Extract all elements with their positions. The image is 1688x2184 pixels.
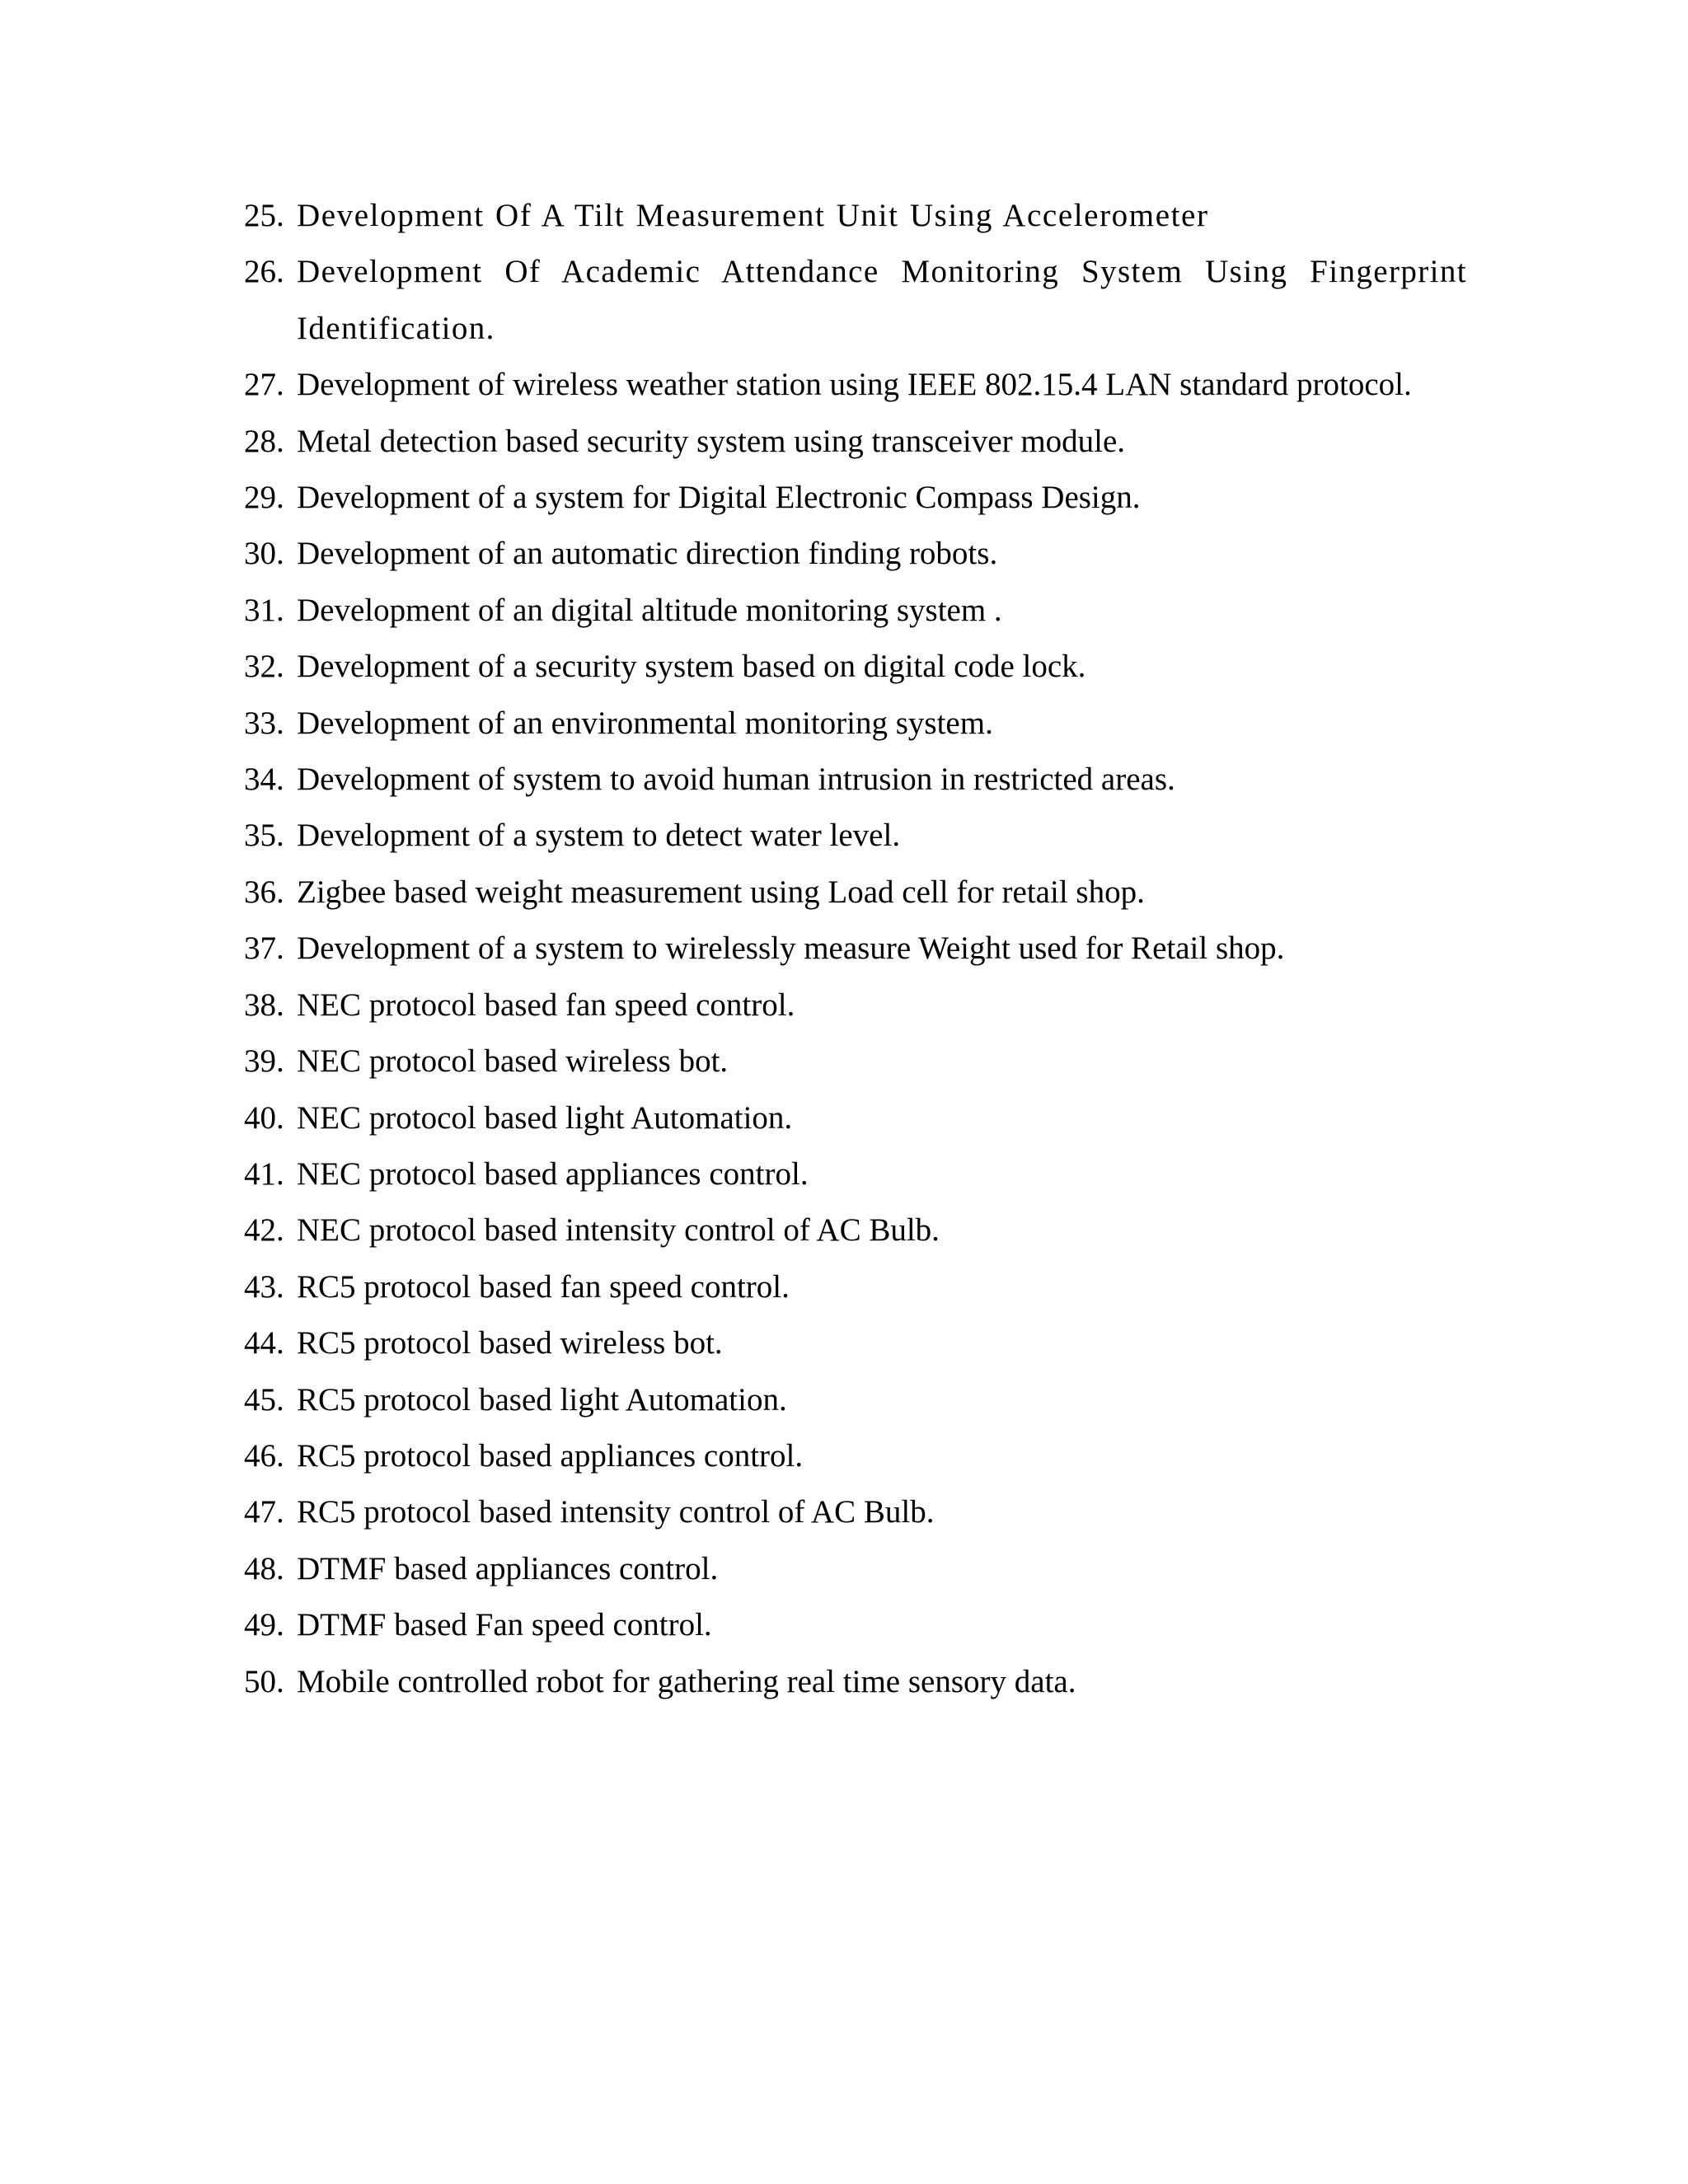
list-item [244, 357, 1467, 413]
item-text: RC5 protocol based light Automation. [297, 1381, 787, 1418]
item-number: 46. [244, 1437, 284, 1474]
item-text: Metal detection based security system using transceiver module. [297, 423, 1126, 459]
item-number: 47. [244, 1494, 284, 1530]
item-text: RC5 protocol based fan speed control. [297, 1268, 790, 1305]
item-text: Development of an environmental monitoring system. [297, 705, 993, 741]
list-item [244, 752, 1467, 808]
item-text: Zigbee based weight measurement using Load cell for retail shop. [297, 874, 1145, 910]
list-item [244, 583, 1467, 639]
item-number: 49. [244, 1607, 284, 1643]
item-text: Development of a security system based on digital code lock. [297, 649, 1086, 685]
item-number: 32. [244, 649, 284, 685]
project-list [244, 188, 1467, 1710]
item-number: 28. [244, 423, 284, 459]
item-number: 37. [244, 930, 284, 967]
item-text: RC5 protocol based wireless bot. [297, 1325, 723, 1361]
list-item [244, 414, 1467, 470]
item-text: Development of a system to wirelessly measure Weight used for Retail shop. [297, 930, 1285, 967]
item-text: Development of a system for Digital Electronic Compass Design. [297, 480, 1141, 516]
item-text: RC5 protocol based intensity control of AC Bulb. [297, 1494, 935, 1530]
item-text: Development of an automatic direction finding robots. [297, 536, 998, 572]
list-item [244, 1033, 1467, 1090]
item-number: 29. [244, 480, 284, 516]
item-number: 26. [244, 254, 284, 290]
item-text: Development of an digital altitude monitoring system . [297, 592, 1002, 628]
item-text: Development of wireless weather station using IEEE 802.15.4 LAN standard protocol. [297, 367, 1412, 403]
item-text: NEC protocol based intensity control of AC Bulb. [297, 1212, 940, 1249]
list-item [244, 1090, 1467, 1146]
item-number: 44. [244, 1325, 284, 1361]
list-item [244, 526, 1467, 582]
item-number: 39. [244, 1043, 284, 1080]
list-item [244, 808, 1467, 864]
item-number: 33. [244, 705, 284, 741]
list-item [244, 1315, 1467, 1371]
item-number: 50. [244, 1663, 284, 1699]
list-item [244, 1654, 1467, 1710]
list-item [244, 1259, 1467, 1315]
item-number: 38. [244, 987, 284, 1023]
item-number: 48. [244, 1550, 284, 1586]
item-number: 25. [244, 198, 284, 233]
item-text: NEC protocol based appliances control. [297, 1155, 809, 1192]
item-number: 34. [244, 762, 284, 798]
list-item [244, 470, 1467, 526]
item-number: 35. [244, 818, 284, 854]
item-text: RC5 protocol based appliances control. [297, 1437, 804, 1474]
item-text: NEC protocol based fan speed control. [297, 987, 795, 1023]
item-text: DTMF based Fan speed control. [297, 1607, 712, 1643]
list-item [244, 921, 1467, 977]
item-number: 40. [244, 1099, 284, 1136]
item-text: Development of system to avoid human intrusion in restricted areas. [297, 762, 1175, 798]
list-item [244, 1372, 1467, 1428]
item-text: Development of a system to detect water level. [297, 818, 901, 854]
item-text: Development Of A Tilt Measurement Unit Using Accelerometer [297, 198, 1209, 233]
list-item [244, 1202, 1467, 1258]
item-number: 36. [244, 874, 284, 910]
list-item [244, 1597, 1467, 1653]
list-item [244, 1428, 1467, 1484]
item-number: 30. [244, 536, 284, 572]
item-text: DTMF based appliances control. [297, 1550, 719, 1586]
list-item [244, 244, 1467, 357]
item-number: 31. [244, 592, 284, 628]
list-item [244, 188, 1467, 244]
item-number: 27. [244, 367, 284, 403]
item-number: 41. [244, 1155, 284, 1192]
item-number: 43. [244, 1268, 284, 1305]
item-text: Mobile controlled robot for gathering real time sensory data. [297, 1663, 1076, 1699]
list-item [244, 1541, 1467, 1597]
list-item [244, 977, 1467, 1033]
list-item [244, 696, 1467, 752]
item-text: NEC protocol based wireless bot. [297, 1043, 729, 1080]
item-number: 45. [244, 1381, 284, 1418]
item-number: 42. [244, 1212, 284, 1249]
list-item [244, 1146, 1467, 1202]
list-item [244, 865, 1467, 921]
item-text: Development Of Academic Attendance Monitoring System Using Fingerprint Identification. [297, 254, 1467, 346]
list-item [244, 639, 1467, 695]
item-text: NEC protocol based light Automation. [297, 1099, 793, 1136]
list-item [244, 1484, 1467, 1540]
